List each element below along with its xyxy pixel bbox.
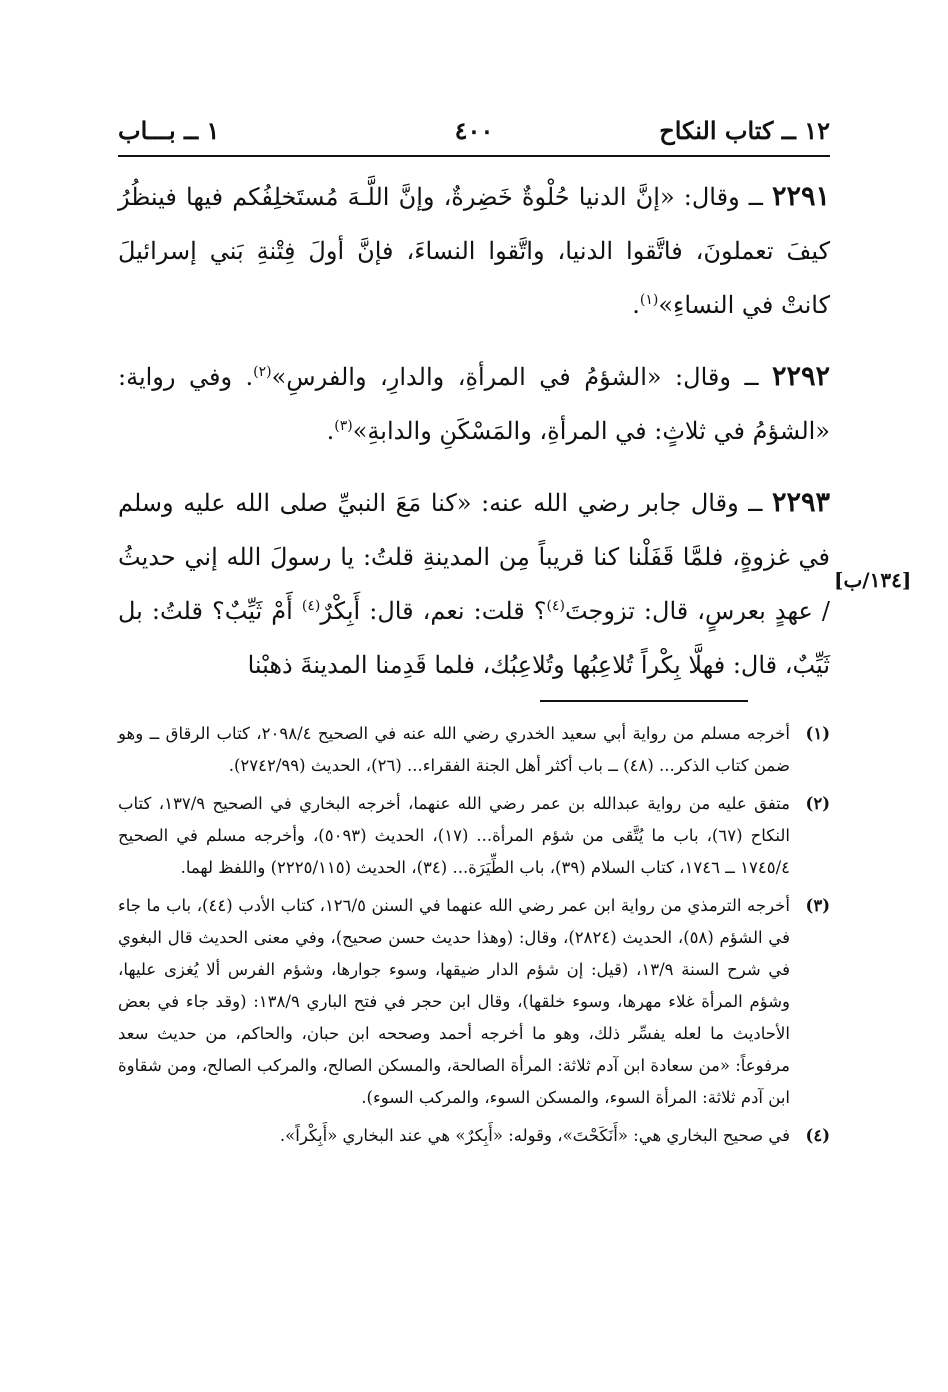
header-rule [118, 155, 830, 157]
main-text [118, 170, 830, 710]
hadith-text: وقال: «الشؤمُ في المرأةِ، والدارِ، والفرسِ» [271, 363, 731, 391]
hadith-2293 [118, 476, 830, 692]
footnote-ref[interactable]: (١) [639, 292, 659, 308]
footnote-number: (٣) [805, 896, 830, 915]
hadith-number: ٢٢٩٣ [771, 487, 830, 518]
hadith-number: ٢٢٩٢ [771, 361, 830, 392]
hadith-number: ٢٢٩١ [771, 181, 830, 212]
footnote-ref[interactable]: (٤) [546, 598, 565, 614]
running-head [118, 116, 830, 150]
hadith-2292 [118, 350, 830, 458]
hadith-dash: ــ [748, 489, 763, 517]
manuscript-folio-note: [١٣٤/ب] [834, 568, 912, 592]
footnote-ref[interactable]: (٣) [334, 418, 353, 434]
hadith-dash: ــ [744, 363, 759, 391]
hadith-text-continued: . وفي رواية: «الشؤمُ في ثلاثٍ: في المرأةِ، والمَسْكَنِ والدابةِ» [118, 363, 830, 445]
footnote-number: (٤) [805, 1126, 830, 1145]
chapter-title: ١٢ ــ كتاب النكاح [659, 116, 830, 145]
footnote [118, 718, 830, 782]
hadith-end: . [326, 417, 335, 445]
footnotes [118, 718, 830, 1158]
footnote-text: في صحيح البخاري هي: «أَنَكَحْتَ»، وقوله: «أَبِكرٌ» هي عند البخاري «أَبِكْراً». [279, 1126, 790, 1145]
footnote [118, 788, 830, 884]
footnote-text: متفق عليه من رواية عبدالله بن عمر رضي الله عنهما، أخرجه البخاري في الصحيح ١٣٧/٩، كتاب النكاح (٦٧)، باب ما يُتَّقى من شؤم المرأة... (١٧)، الحديث (٥٠٩٣)، وأخرجه مسلم في الصحيح ١٧٤٥/٤ ــ ١٧٤٦، كتاب السلام (٣٩)، باب الطِّيَرَة... (٣٤)، الحديث (٢٢٢٥/١١٥) واللفظ لهما. [118, 794, 790, 877]
footnote-ref[interactable]: (٢) [253, 364, 272, 380]
hadith-dash: ــ [748, 183, 763, 211]
hadith-text: وقال جابر رضي الله عنه: «كنا مَعَ النبيِّ صلى الله عليه وسلم في غزوةٍ، فلمَّا قَفَلْنا كنا قريباً مِن المدينةِ قلتُ: يا رسولَ الله إني حديثُ / عهدٍ بعرسٍ، قال: تزوجتَ [118, 489, 830, 625]
footnote [118, 890, 830, 1114]
footnote-separator [540, 700, 748, 702]
footnote-text: أخرجه الترمذي من رواية ابن عمر رضي الله عنهما في السنن ١٢٦/٥، كتاب الأدب (٤٤)، باب ما جاء في الشؤم (٥٨)، الحديث (٢٨٢٤)، وقال: (وهذا حديث حسن صحيح)، وفي معنى الحديث قال البغوي في شرح السنة ١٣/٩، (قيل: إن شؤم الدار ضيقها، وسوء جوارها، وشؤم الفرس ألا يُغزى عليها، وشؤم المرأة غلاء مهرها، وسوء خلقها)، وقال ابن حجر في فتح الباري ١٣٨/٩: (وقد جاء في بعض الأحاديث ما لعله يفسِّر ذلك، وهو ما أخرجه أحمد وصححه ابن حبان، والحاكم، من حديث سعد مرفوعاً: «من سعادة ابن آدم ثلاثة: المرأة الصالحة، والمسكن الصالح، والمركب الصالح، ومن شقاوة ابن آدم ثلاثة: المرأة السوء، والمسكن السوء، والمركب السوء). [118, 896, 790, 1107]
hadith-text-continued: أَمْ ثَيِّبٌ؟ قلتُ: بل ثَيِّبٌ، قال: فهلَّا بِكْراً تُلاعِبُها وتُلاعِبُك، فلما قَدِمنا المدينةَ ذهبْنا [118, 597, 830, 679]
section-title: ١ ــ بـــاب [118, 116, 220, 145]
footnote-text: أخرجه مسلم من رواية أبي سعيد الخدري رضي الله عنه في الصحيح ٢٠٩٨/٤، كتاب الرقاق ــ وهو ضمن كتاب الذكر... (٤٨) ــ باب أكثر أهل الجنة الفقراء... (٢٦)، الحديث (٢٧٤٢/٩٩). [118, 724, 790, 775]
footnote-number: (١) [805, 724, 830, 743]
hadith-text: وقال: «إنَّ الدنيا حُلْوةٌ خَضِرةٌ، وإنَّ اللَّـهَ مُستَخلِفُكم فيها فينظُرُ كيفَ تعملونَ، فاتَّقوا الدنيا، واتَّقوا النساءَ، فإنَّ أولَ فِتْنةِ بَني إسرائيلَ كانتْ في النساءِ» [118, 183, 830, 319]
hadith-end: . [632, 291, 640, 319]
hadith-text-continued: ؟ قلت: نعم، قال: أَبِكْرٌ [320, 597, 547, 625]
page-number: ٤٠٠ [454, 116, 494, 145]
footnote-ref[interactable]: (٤) [301, 598, 321, 614]
footnote [118, 1120, 830, 1152]
hadith-2291 [118, 170, 830, 332]
footnote-number: (٢) [805, 794, 830, 813]
